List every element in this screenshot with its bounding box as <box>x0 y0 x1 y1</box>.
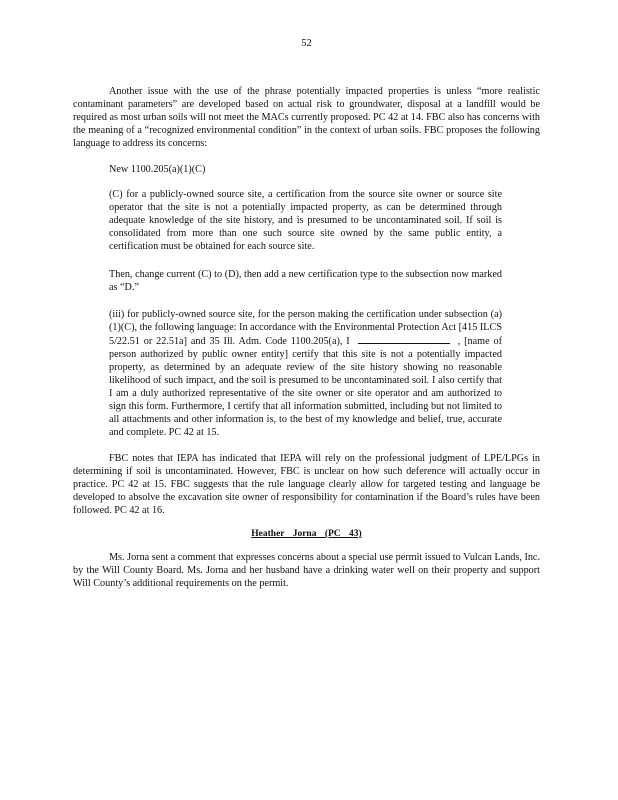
signature-blank-line <box>358 334 450 344</box>
page-number: 52 <box>301 38 312 49</box>
proposed-subsection-c: (C) for a publicly-owned source site, a certification from the source site owner or source site operator that the site is not a potentially impacted property, as can be determined through adequate knowledge of the site history, and is presumed to be uncontaminated soil. If soil is consolidated from more than one such source site owned by the same public entity, a certification must be obtained for each source site. <box>109 189 502 252</box>
section-heading-jorna: Heather Jorna (PC 43) <box>251 529 362 539</box>
new-section-label: New 1100.205(a)(1)(C) <box>109 164 206 175</box>
certification-text-part1: (iii) for publicly-owned source site, for the person making the certification under subsection (a)(1)(C), the following language: In accordance with the Environmental Protection Act [415 ILCS 5/22.51 or 22.51a] and 35 Ill. Adm. Code 1100.205(a), I <box>109 309 502 347</box>
proposed-language-block <box>109 163 502 439</box>
paragraph-urban-soils: Another issue with the use of the phrase potentially impacted properties is unless “more realistic contaminant parameters” are developed based on actual risk to groundwater, disposal at a landfill would be required as most urban soils will not meet the MACs currently proposed. PC 42 at 14. FBC also has concerns with the meaning of a “recognized environmental condition” in the context of urban soils. FBC proposes the following language to address its concerns: <box>73 86 540 149</box>
change-instruction: Then, change current (C) to (D), then add a new certification type to the subsection now marked as “D.” <box>109 269 502 293</box>
paragraph-jorna: Ms. Jorna sent a comment that expresses concerns about a special use permit issued to Vulcan Lands, Inc. by the Will County Board. Ms. Jorna and her husband have a drinking water well on their property and support Will County’s additional requirements on the permit. <box>73 552 540 589</box>
proposed-certification-iii <box>109 308 502 439</box>
certification-text-part2: , [name of person authorized by public owner entity] certify that this site is not a potentially impacted property, as determined by an adequate review of the site history showing no reasonable likelihood of such impact, and the soil is presumed to be uncontaminated soil. I also certify that I am a duly authorized representative of the site owner or site operator and am authorized to sign this form. Furthermore, I certify that all information submitted, including but not limited to all attachments and other information is, to the best of my knowledge and belief, true, accurate and complete. PC 42 at 15. <box>109 336 502 438</box>
paragraph-fbc-judgment: FBC notes that IEPA has indicated that IEPA will rely on the professional judgment of LPE/LPGs in determining if soil is uncontaminated. However, FBC is unclear on how such deference will actually occur in practice. PC 42 at 15. FBC suggests that the rule language clearly allow for targeted testing and language be developed to absolve the excavation site owner of responsibility for contamination if the Board’s rules have been followed. PC 42 at 16. <box>73 453 540 516</box>
